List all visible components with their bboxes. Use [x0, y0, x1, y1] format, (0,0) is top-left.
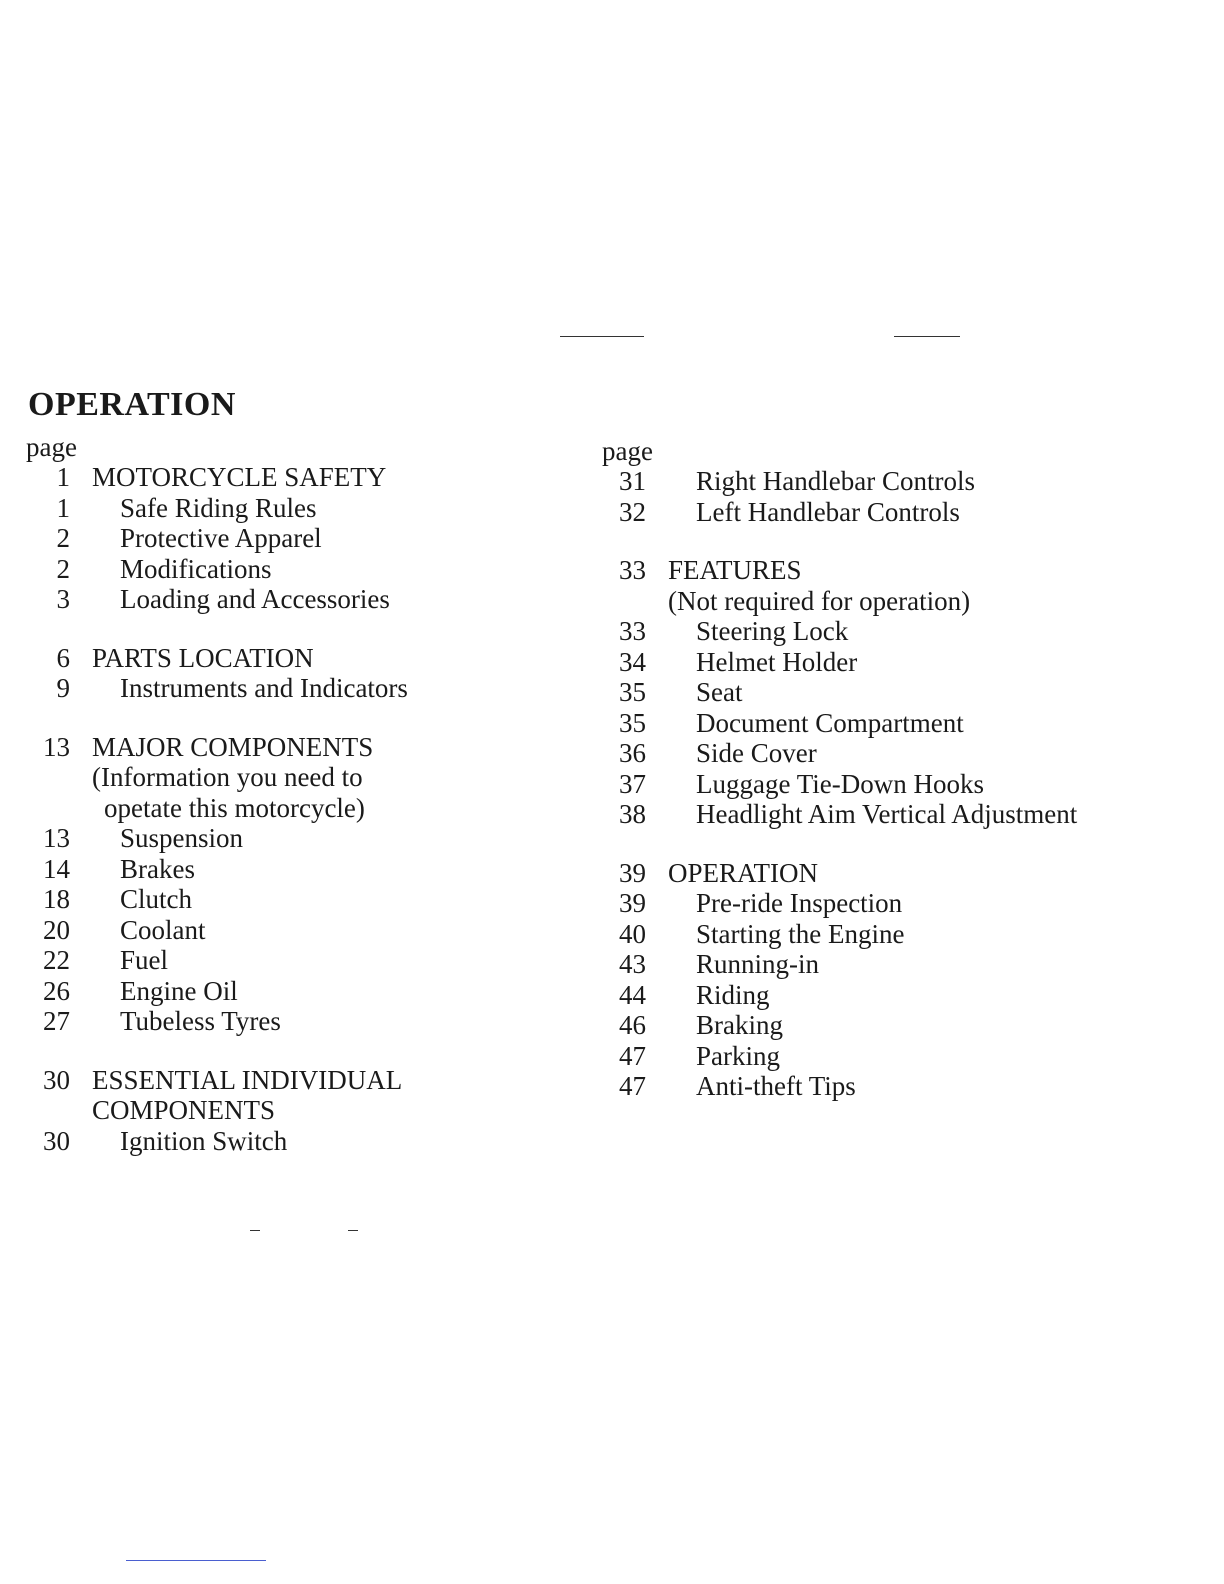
toc-page-number: 33 — [619, 616, 646, 646]
toc-entry — [602, 799, 1162, 830]
toc-entry — [602, 919, 1162, 950]
group-spacer — [26, 1037, 586, 1065]
toc-entry-text: Suspension — [120, 823, 244, 853]
toc-page-number: 9 — [56, 673, 70, 703]
toc-entry-text: Luggage Tie-Down Hooks — [696, 768, 984, 799]
toc-page-number: 46 — [619, 1010, 646, 1040]
scan-rule — [348, 1230, 358, 1231]
toc-page-number: 31 — [619, 466, 646, 496]
toc-page-number: 27 — [43, 1006, 70, 1036]
toc-page-number: 39 — [619, 857, 646, 888]
toc-entry — [602, 769, 1162, 800]
toc-page-number: 3 — [56, 584, 70, 614]
toc-page-number: 43 — [619, 949, 646, 979]
toc-entry — [602, 616, 1162, 647]
toc-entry-text: Clutch — [120, 884, 192, 914]
toc-heading — [26, 732, 586, 763]
toc-entry-text: ESSENTIAL INDIVIDUAL — [92, 1064, 403, 1095]
toc-entry — [26, 1006, 586, 1037]
group-spacer — [26, 615, 586, 643]
toc-entry — [602, 1041, 1162, 1072]
toc-entry — [602, 980, 1162, 1011]
toc-entry-text: Braking — [696, 1010, 783, 1040]
toc-page-number: 35 — [619, 677, 646, 707]
toc-page-number — [26, 1095, 70, 1126]
toc-heading — [26, 1095, 586, 1126]
toc-page-number: 32 — [619, 496, 646, 527]
toc-entry — [602, 466, 1162, 497]
toc-entry — [602, 1010, 1162, 1041]
toc-entry-text: MOTORCYCLE SAFETY — [92, 462, 387, 492]
toc-left-column — [26, 432, 586, 1156]
toc-entry — [602, 708, 1162, 739]
toc-page-number: 30 — [43, 1064, 70, 1095]
toc-page-number: 37 — [619, 768, 646, 799]
toc-entry-text: Engine Oil — [120, 975, 238, 1006]
page-title: OPERATION — [28, 386, 236, 423]
toc-entry-text: Left Handlebar Controls — [696, 496, 960, 527]
toc-heading — [26, 1065, 586, 1096]
toc-page-number: 2 — [56, 523, 70, 553]
toc-page-number: 18 — [43, 884, 70, 914]
toc-page-number: 38 — [619, 799, 646, 829]
toc-note — [26, 762, 586, 793]
toc-entry-text: Right Handlebar Controls — [696, 466, 975, 496]
toc-entry-text: Riding — [696, 979, 770, 1010]
toc-entry-text: Document Compartment — [696, 707, 964, 738]
toc-entry-text: Anti-theft Tips — [696, 1071, 856, 1101]
toc-entry-text: Coolant — [120, 914, 206, 945]
toc-page-number: 13 — [43, 731, 70, 762]
toc-entry — [26, 945, 586, 976]
toc-page-number: 20 — [43, 914, 70, 945]
toc-entry-text: FEATURES — [668, 555, 802, 585]
scan-rule — [250, 1230, 260, 1231]
toc-page-number: 44 — [619, 979, 646, 1010]
toc-left-list — [26, 462, 586, 1156]
toc-entry-text: Pre-ride Inspection — [696, 888, 903, 918]
toc-entry-text: Side Cover — [696, 738, 817, 768]
toc-entry-text: Ignition Switch — [120, 1125, 288, 1156]
toc-entry — [602, 1071, 1162, 1102]
toc-entry — [602, 949, 1162, 980]
toc-note — [602, 586, 1162, 617]
toc-entry — [26, 493, 586, 524]
toc-entry-text: (Information you need to — [92, 762, 363, 792]
toc-entry-text: Protective Apparel — [120, 523, 322, 553]
toc-page-number: 39 — [619, 888, 646, 918]
toc-entry-text: Tubeless Tyres — [120, 1006, 281, 1036]
toc-note — [26, 793, 586, 824]
toc-entry-text: Safe Riding Rules — [120, 492, 317, 523]
toc-entry — [602, 497, 1162, 528]
toc-right-column — [602, 436, 1162, 1102]
group-spacer — [26, 704, 586, 732]
toc-entry — [26, 554, 586, 585]
toc-entry — [26, 884, 586, 915]
toc-page-number: 35 — [619, 707, 646, 738]
toc-page-number: 33 — [619, 555, 646, 585]
toc-heading — [26, 643, 586, 674]
toc-heading — [26, 462, 586, 493]
toc-entry-text: PARTS LOCATION — [92, 642, 314, 673]
toc-entry-text: Running-in — [696, 949, 820, 979]
toc-heading — [602, 858, 1162, 889]
toc-right-list — [602, 466, 1162, 1102]
toc-entry — [26, 523, 586, 554]
toc-entry-text: Modifications — [120, 553, 272, 584]
toc-entry — [26, 854, 586, 885]
group-spacer — [602, 527, 1162, 555]
toc-entry-text: Loading and Accessories — [120, 584, 390, 614]
toc-entry — [26, 584, 586, 615]
toc-entry-text: Headlight Aim Vertical Adjustment — [696, 799, 1078, 829]
toc-entry — [26, 823, 586, 854]
toc-entry — [602, 647, 1162, 678]
toc-heading — [602, 555, 1162, 586]
toc-entry-text: Fuel — [120, 945, 169, 975]
toc-page-number — [26, 793, 70, 824]
toc-entry — [602, 888, 1162, 919]
toc-entry — [26, 1126, 586, 1157]
toc-page-number: 2 — [56, 553, 70, 584]
group-spacer — [602, 830, 1162, 858]
toc-page-number: 1 — [56, 462, 70, 492]
scan-rule — [894, 336, 960, 337]
toc-entry-text: Seat — [696, 677, 743, 707]
toc-page-number — [26, 762, 70, 793]
toc-entry-text: (Not required for operation) — [668, 585, 971, 616]
toc-page-number: 40 — [619, 918, 646, 949]
toc-entry — [602, 738, 1162, 769]
toc-page-number: 47 — [619, 1040, 646, 1071]
toc-entry-text: Instruments and Indicators — [120, 673, 408, 703]
toc-entry — [26, 673, 586, 704]
scan-rule — [560, 336, 644, 337]
toc-entry — [26, 976, 586, 1007]
toc-page-number — [602, 586, 646, 617]
toc-entry-text: Steering Lock — [696, 616, 849, 646]
toc-page-number: 26 — [43, 975, 70, 1006]
toc-entry-text: opetate this motorcycle) — [104, 792, 365, 823]
scan-rule-blue — [126, 1560, 266, 1561]
toc-page-number: 1 — [56, 492, 70, 523]
toc-page-number: 14 — [43, 853, 70, 884]
toc-entry-text: COMPONENTS — [92, 1095, 276, 1125]
toc-entry-text: MAJOR COMPONENTS — [92, 731, 374, 762]
toc-entry-text: Helmet Holder — [696, 646, 858, 677]
toc-page-number: 34 — [619, 646, 646, 677]
toc-entry-text: Brakes — [120, 853, 195, 884]
toc-page-number: 6 — [56, 642, 70, 673]
toc-entry — [26, 915, 586, 946]
toc-page-number: 13 — [43, 823, 70, 853]
toc-entry — [602, 677, 1162, 708]
toc-page-number: 30 — [43, 1125, 70, 1156]
page-column-label: page — [26, 432, 77, 462]
toc-entry-text: OPERATION — [668, 857, 819, 888]
toc-page-number: 22 — [43, 945, 70, 975]
toc-entry-text: Starting the Engine — [696, 918, 905, 949]
toc-page-number: 47 — [619, 1071, 646, 1101]
page-column-label: page — [602, 436, 653, 466]
toc-page-number: 36 — [619, 738, 646, 768]
toc-entry-text: Parking — [696, 1040, 780, 1071]
